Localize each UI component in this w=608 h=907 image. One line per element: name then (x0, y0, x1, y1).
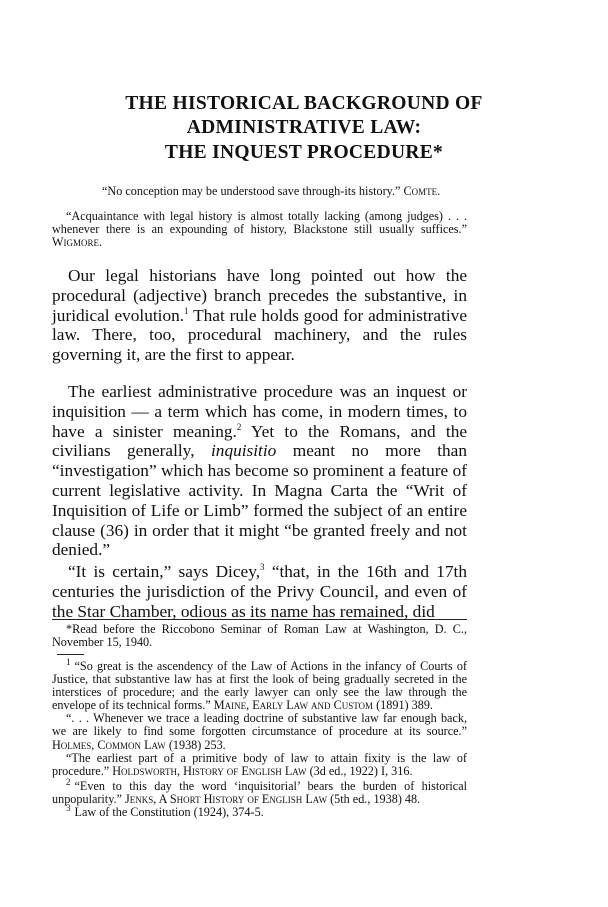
footnote-text: “. . . Whenever we trace a leading doctrine of substantive law far enough back, we are likely to find some forgotten circumstance of procedure at its source.” (52, 711, 467, 739)
citation: Holmes, Common Law (52, 737, 166, 752)
footnote-star (52, 623, 467, 649)
footnote-text: (5th ed., 1938) 48. (327, 791, 421, 806)
footnote-ref-3[interactable]: 3 (260, 562, 265, 573)
epigraph-text: “No conception may be understood save through-its history.” (102, 184, 404, 198)
footnote-ref-1[interactable]: 1 (184, 305, 189, 316)
paragraph-text: meant no more than “investigation” which has become so prominent a feature of current legislative activity. In Magna Carta the “Writ of Inquisition of Life or Limb” formed the subject of an entire clause (36) in order that it might “be granted freely and not denied.” (52, 441, 467, 560)
footnote-text: “Even to this day the word ‘inquisitorial’ bears the burden of historical unpopularity.” (52, 778, 467, 806)
footnote-number: 3 (66, 802, 71, 813)
footnote-number: 2 (66, 776, 71, 787)
paragraph-text: Yet to the Romans, and the civilians generally, (52, 421, 468, 461)
paragraph-text: Our legal historians have long pointed out how the procedural (adjective) branch precedes the substantive, in juridical evolution. (52, 266, 467, 325)
body-paragraph-3 (52, 562, 467, 621)
footnote-text: “The earliest part of a primitive body of law to attain fixity is the law of procedure.” (52, 750, 467, 778)
footnote-text: “So great is the ascendency of the Law of Actions in the infancy of Courts of Justice, that substantive law has at first the look of being gradually secreted in the interstices of procedure; and the early lawyer can only see the law through the envelope of its technical forms.” (52, 659, 467, 713)
article-title-line-2: ADMINISTRATIVE LAW: (186, 117, 422, 138)
footnote-number: 1 (66, 656, 71, 667)
epigraph-author: Comte. (403, 184, 441, 198)
paragraph-text: “It is certain,” says Dicey, (68, 562, 261, 581)
epigraph-author: Wigmore. (52, 235, 103, 249)
body-paragraph-1 (52, 266, 467, 365)
epigraph-text: “Acquaintance with legal history is almost totally lacking (among judges) . . . whenever there is an expounding of history, Blackstone still usually suffices.” (52, 209, 467, 236)
footnote-divider (52, 619, 467, 620)
epigraph-comte (102, 185, 517, 198)
citation: Holdsworth, History of English Law (112, 763, 307, 778)
epigraph-wigmore (52, 210, 467, 249)
paragraph-text: “that, in the 16th and 17th centuries the jurisdiction of the Privy Council, and even of the Star Chamber, odious as its name has remained, did (52, 562, 467, 621)
article-title-line-1: THE HISTORICAL BACKGROUND OF (125, 93, 483, 114)
footnote-text: Law of the Constitution (1924), 374-5. (74, 805, 264, 820)
footnote-1 (52, 656, 467, 713)
footnote-short-divider (57, 654, 84, 655)
footnote-text: (1891) 389. (373, 698, 433, 713)
body-paragraph-2 (52, 382, 467, 560)
italic-term: inquisitio (211, 441, 277, 461)
article-title-line-3: THE INQUEST PROCEDURE* (164, 142, 444, 163)
footnote-1-continued (52, 712, 467, 751)
footnote-text: (3d ed., 1922) I, 316. (306, 763, 413, 778)
footnote-2 (52, 776, 467, 806)
footnote-ref-2[interactable]: 2 (236, 421, 242, 432)
footnote-1-continued-2 (52, 752, 467, 778)
citation: Jenks, A Short History of English Law (125, 791, 328, 806)
footnotes-list (52, 656, 467, 820)
footnote-3 (52, 802, 467, 820)
footnote-text: (1938) 253. (165, 737, 226, 752)
citation: Maine, Early Law and Custom (213, 698, 374, 713)
paragraph-text: The earliest administrative procedure was an inquest or inquisition — a term which has come, in modern times, to have a sinister meaning. (52, 382, 467, 441)
paragraph-text: That rule holds good for administrative law. There, too, procedural machinery, and the rules governing it, are the first to appear. (52, 305, 467, 365)
footnote-text: *Read before the Riccobono Seminar of Roman Law at Washington, D. C., November 15, 1940. (52, 622, 467, 650)
